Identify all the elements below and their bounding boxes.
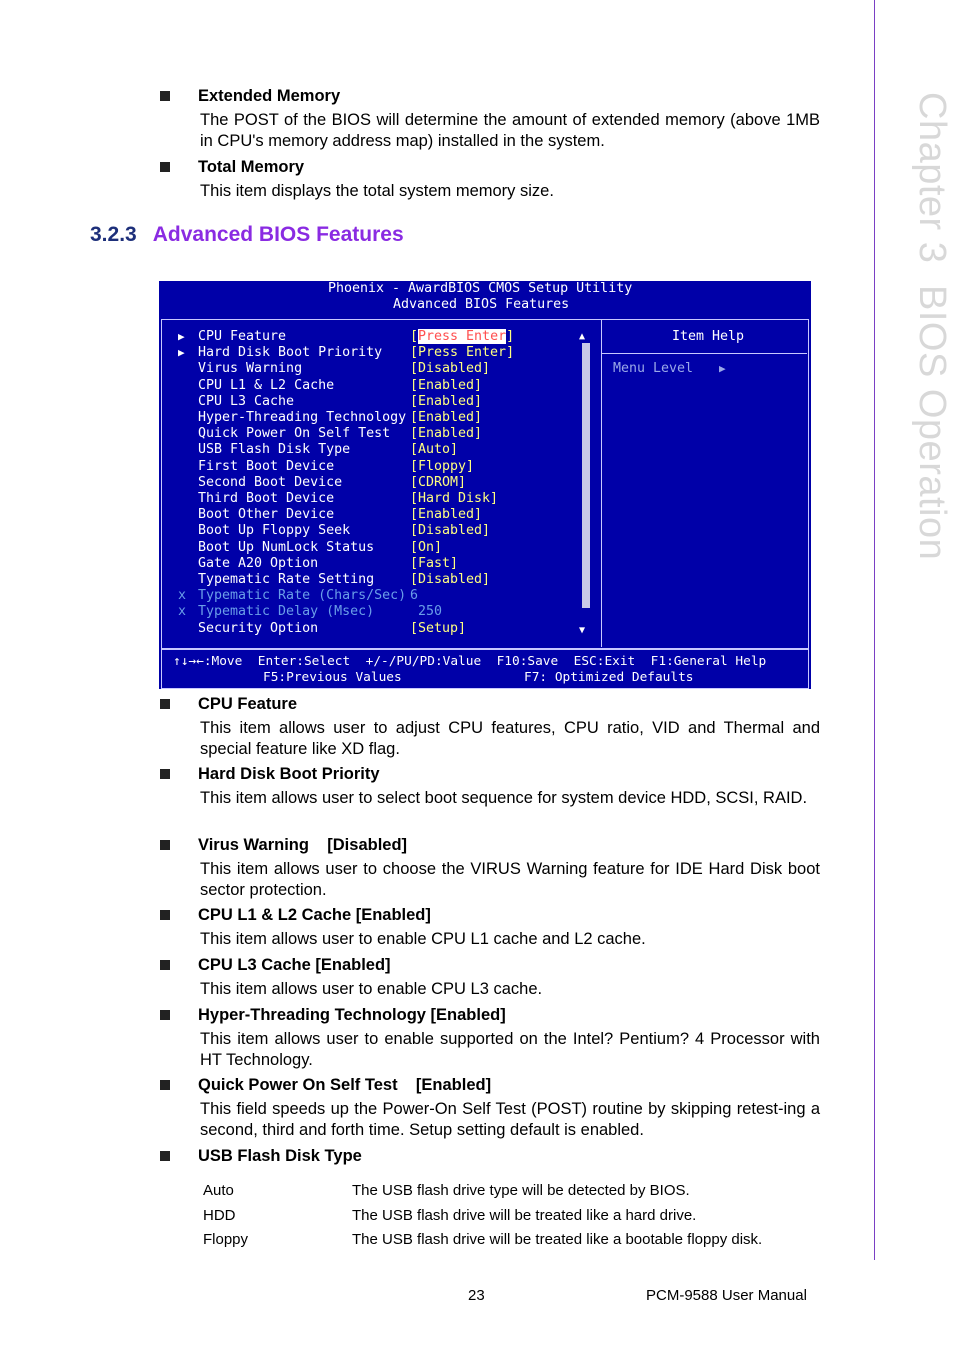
item-total-memory [160,157,820,202]
bios-setting-label: CPU Feature [198,329,287,344]
bios-setting-value[interactable]: [Enabled] [410,507,483,523]
item-description: This item allows user to choose the VIRUS Warning feature for IDE Hard Disk boot sector protection. [200,860,820,899]
bios-setting-label: Second Boot Device [198,474,343,490]
item-heading: Total Memory [160,157,820,178]
item-description: This field speeds up the Power-On Self Test (POST) routine by skipping retest-ing a second, third and forth time. Setup setting default is enabled. [200,1100,820,1139]
bios-title: Phoenix - AwardBIOS CMOS Setup Utility [328,281,633,296]
disabled-mark-icon: x [178,588,187,604]
bios-setting-value[interactable]: [Floppy] [410,458,475,474]
bios-setting-value[interactable]: [Press Enter] [410,329,515,344]
bios-setting-value[interactable]: [CDROM] [410,474,467,490]
item-heading: CPU Feature [160,694,820,715]
item-extended-memory [160,86,820,152]
side-divider [874,0,875,1260]
bios-setting-label: Typematic Rate Setting [198,572,375,587]
bios-setting-value[interactable]: 250 [410,604,443,620]
bios-key-help: ↑↓→←:Move Enter:Select +/-/PU/PD:Value F10:Save ESC:Exit F1:General Help [173,654,767,669]
table-value: The USB flash drive type will be detected by BIOS. [352,1182,690,1199]
disabled-mark-icon: x [178,604,187,620]
bios-setting-value[interactable]: [Press Enter] [410,345,515,361]
bios-setting-value[interactable]: [Enabled] [410,410,483,425]
bios-setting-label: Hard Disk Boot Priority [198,345,383,361]
item-heading: Extended Memory [160,86,820,107]
table-key: Auto [203,1182,234,1199]
bios-setting-label: Boot Up NumLock Status [198,539,375,555]
item-description: This item allows user to enable CPU L3 cache. [200,980,543,998]
menu-level-label: Menu Level [613,361,694,376]
item-description: The POST of the BIOS will determine the amount of extended memory (above 1MB in CPU's memory address map) installed in the system. [200,111,820,150]
bios-setting-label: USB Flash Disk Type [198,442,351,458]
bios-setting-value[interactable]: [Enabled] [410,377,483,393]
bios-setting-value[interactable]: [On] [410,539,443,555]
bios-key-f7: F7: Optimized Defaults [524,670,694,685]
bios-setting-value[interactable]: [Setup] [410,620,467,636]
bios-setting-value[interactable]: [Hard Disk] [410,491,499,506]
scroll-down-icon[interactable]: ▼ [579,625,586,636]
bios-help-divider [601,353,807,354]
chapter-side-title [913,92,951,583]
item-heading: USB Flash Disk Type [160,1146,820,1167]
bios-setting-value[interactable]: 6 [410,588,419,604]
section-title: Advanced BIOS Features [152,223,404,246]
item-description: This item allows user to select boot sequence for system device HDD, SCSI, RAID. [200,789,808,807]
bios-setting-label: Hyper-Threading Technology [198,410,407,425]
item-cpu-feature [160,694,820,760]
bios-setting-label: Boot Up Floppy Seek [198,523,351,539]
bios-setting-label: Third Boot Device [198,491,335,506]
bios-setting-label: Quick Power On Self Test [198,426,391,442]
bios-screen [159,281,811,689]
bios-setting-value[interactable]: [Disabled] [410,572,491,587]
item-help-title: Item Help [672,329,745,344]
item-heading: Hard Disk Boot Priority [160,764,820,785]
item-heading: CPU L3 Cache [Enabled] [160,955,820,976]
table-value: The USB flash drive will be treated like a hard drive. [352,1206,697,1224]
item-hard-disk-boot-priority [160,764,820,809]
section-heading [90,223,404,247]
bios-subtitle: Advanced BIOS Features [393,297,570,312]
item-hyper-threading [160,1005,820,1071]
bios-setting-label: Virus Warning [198,361,303,377]
menu-level-arrow-icon: ▶ [719,362,726,375]
section-number: 3.2.3 [90,223,137,246]
bios-setting-label: CPU L1 & L2 Cache [198,377,335,393]
chapter-label: Chapter 3 [911,92,953,264]
scroll-up-icon[interactable]: ▲ [579,331,586,342]
item-virus-warning [160,835,820,901]
submenu-arrow-icon: ▶ [178,330,185,343]
item-quick-power-on-self-test [160,1075,820,1141]
bios-setting-label: Boot Other Device [198,507,335,523]
item-description: This item allows user to adjust CPU features, CPU ratio, VID and Thermal and special feature like XD flag. [200,719,820,758]
bios-setting-value[interactable]: [Disabled] [410,361,491,377]
bios-setting-label: First Boot Device [198,458,335,474]
bios-setting-label: CPU L3 Cache [198,393,295,409]
page-number: 23 [468,1287,485,1304]
submenu-arrow-icon: ▶ [178,346,185,360]
item-cpu-l1-l2-cache [160,905,820,950]
table-key: HDD [203,1206,236,1224]
item-description: This item displays the total system memory size. [200,182,554,200]
bios-setting-value[interactable]: [Fast] [410,555,459,571]
manual-name: PCM-9588 User Manual [646,1287,807,1304]
bios-setting-label: Security Option [198,620,319,636]
chapter-name: BIOS Operation [911,285,953,561]
bios-setting-value[interactable]: [Enabled] [410,393,483,409]
bios-setting-label: Gate A20 Option [198,555,319,571]
selected-value-highlight[interactable]: Press Enter [418,329,507,344]
item-heading: Hyper-Threading Technology [Enabled] [160,1005,820,1026]
bios-setting-label: Typematic Rate (Chars/Sec) [198,588,407,604]
bios-setting-value[interactable]: [Enabled] [410,426,483,442]
item-heading: CPU L1 & L2 Cache [Enabled] [160,905,820,926]
bios-setting-label: Typematic Delay (Msec) [198,604,375,620]
bios-setting-value[interactable]: [Auto] [410,442,459,458]
item-description: This item allows user to enable CPU L1 cache and L2 cache. [200,930,646,948]
item-description: This item allows user to enable supported on the Intel? Pentium? 4 Processor with HT Technology. [200,1030,820,1069]
item-cpu-l3-cache [160,955,820,1000]
table-key: Floppy [203,1231,249,1248]
item-heading: Virus Warning [Disabled] [160,835,820,856]
item-heading: Quick Power On Self Test [Enabled] [160,1075,820,1096]
item-usb-flash-disk-type [160,1146,820,1167]
bios-key-f5: F5:Previous Values [263,670,402,685]
bios-setting-value[interactable]: [Disabled] [410,523,491,539]
bios-scrollbar[interactable] [582,343,590,608]
table-value: The USB flash drive will be treated like a bootable floppy disk. [352,1231,763,1248]
bios-panel-divider [601,319,602,647]
